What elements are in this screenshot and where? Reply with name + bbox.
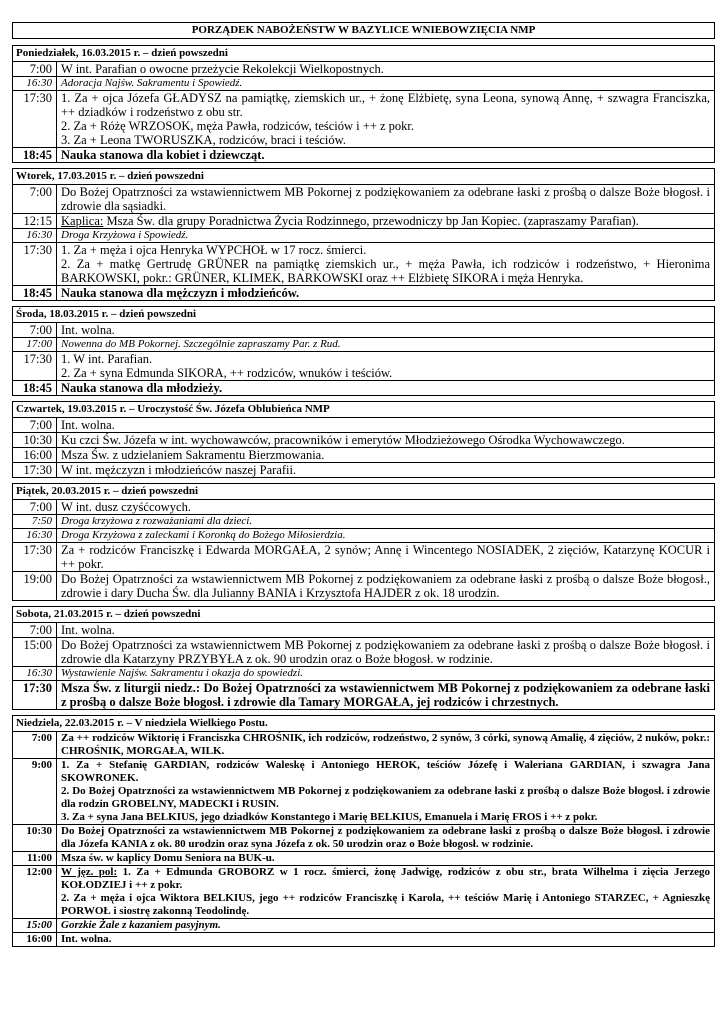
intention-line: Do Bożej Opatrzności za wstawiennictwem MB Pokornej z podziękowaniem za odebrane łaski z prośbą o dalsze Boże błogosł., zdrowie i dary Ducha Św. dla Julianny BANIA i Krzysztofa HAJDER z ok. 18 urodzin. <box>61 572 710 600</box>
mass-time: 12:15 <box>13 214 57 228</box>
mass-intention <box>57 572 714 600</box>
mass-intention <box>57 62 714 76</box>
schedule-row <box>13 351 714 380</box>
intention-line <box>61 214 710 228</box>
day-section <box>12 45 715 163</box>
intention-line: Nauka stanowa dla kobiet i dziewcząt. <box>61 148 265 162</box>
mass-intention <box>57 543 714 571</box>
mass-time: 7:00 <box>13 323 57 337</box>
mass-time: 16:30 <box>13 229 57 242</box>
intention-line: 1. Za + męża i ojca Henryka WYPCHOŁ w 17 rocz. śmierci. <box>61 243 367 257</box>
mass-time: 17:30 <box>13 543 57 571</box>
mass-time: 7:00 <box>13 185 57 213</box>
schedule-row <box>13 932 714 946</box>
intention-line: 1. W int. Parafian. <box>61 352 153 366</box>
mass-intention <box>57 667 714 680</box>
intention-line: Int. wolna. <box>61 323 115 337</box>
page-title: PORZĄDEK NABOŻEŃSTW W BAZYLICE WNIEBOWZIĘCIA NMP <box>12 22 715 39</box>
mass-intention <box>57 448 714 462</box>
intention-line: Za ++ rodziców Wiktorię i Franciszka CHROŚNIK, ich rodziców, rodzeństwo, 2 synów, 3 córki, synową Amalię, 4 zięciów, 2 nuków, pokr.: CHROŚNIK, MORGAŁA, WILK. <box>61 732 710 757</box>
intention-line: W int. mężczyzn i młodzieńców naszej Parafii. <box>61 463 297 477</box>
schedule-row <box>13 147 714 162</box>
mass-time: 16:00 <box>13 933 57 946</box>
day-header: Czwartek, 19.03.2015 r. – Uroczystość Św. Józefa Oblubieńca NMP <box>13 402 714 418</box>
intention-line: 1. Za + ojca Józefa GŁADYSZ na pamiątkę, ziemskich ur., + żonę Elżbietę, syna Leona, synową Annę, + szwagra Franciszka, ++ dziadków i rodzeństwo z obu str. <box>61 91 710 119</box>
intention-line: Adoracja Najśw. Sakramentu i Spowiedź. <box>61 77 243 89</box>
schedule-row <box>13 732 714 758</box>
intention-line: Droga Krzyżowa i Spowiedź. <box>61 229 189 241</box>
schedule-row <box>13 571 714 600</box>
schedule-row <box>13 680 714 709</box>
intention-line: Za + rodziców Franciszkę i Edwarda MORGAŁA, 2 synów; Annę i Wincentego NOSIADEK, 2 zięciów, Katarzynę KOCUR i ++ pokr. <box>61 543 710 571</box>
mass-intention <box>57 214 714 228</box>
mass-intention <box>57 418 714 432</box>
schedule-row <box>13 462 714 477</box>
mass-intention <box>57 185 714 213</box>
day-section <box>12 606 715 710</box>
mass-time: 7:00 <box>13 418 57 432</box>
mass-intention <box>57 515 714 528</box>
day-section <box>12 483 715 601</box>
intention-line: Msza św. w kaplicy Domu Seniora na BUK-u. <box>61 852 275 864</box>
schedule-row <box>13 637 714 666</box>
schedule-row <box>13 76 714 90</box>
schedule-row <box>13 418 714 432</box>
mass-time: 18:45 <box>13 286 57 300</box>
mass-time: 16:30 <box>13 667 57 680</box>
mass-time: 19:00 <box>13 572 57 600</box>
schedule-row <box>13 623 714 637</box>
mass-time: 17:30 <box>13 681 57 709</box>
mass-time: 15:00 <box>13 638 57 666</box>
intention-line: 2. Za + Różę WRZOSOK, męża Pawła, rodziców, teściów i ++ z pokr. <box>61 119 415 133</box>
schedule-row <box>13 758 714 824</box>
mass-intention <box>57 243 714 285</box>
mass-time: 7:50 <box>13 515 57 528</box>
mass-time: 17:30 <box>13 352 57 380</box>
schedule-row <box>13 514 714 528</box>
intention-line: 2. Za + syna Edmunda SIKORA, ++ rodziców, wnuków i teściów. <box>61 366 393 380</box>
location-prefix: Kaplica: <box>61 214 104 228</box>
mass-intention <box>57 286 714 300</box>
intention-line: W int. dusz czyśćcowych. <box>61 500 191 514</box>
mass-intention <box>57 623 714 637</box>
mass-time: 17:30 <box>13 463 57 477</box>
intention-line: Msza Św. z liturgii niedz.: Do Bożej Opatrzności za wstawiennictwem MB Pokornej z podziękowaniem za odebrane łaski z prośbą o dalsze Boże błogosł. i zdrowie dla Tamary MORGAŁA, jej rodziców i chrzestnych. <box>61 681 710 709</box>
intention-line: 2. Do Bożej Opatrzności za wstawiennictwem MB Pokornej z podziękowaniem za odebrane łaski z prośbą o dalsze Boże błogosł. i zdrowie dla rodzin GROBELNY, MADECKI i RUSIN. <box>61 785 710 810</box>
mass-intention <box>57 77 714 90</box>
location-prefix: W jęz. pol: <box>61 866 118 878</box>
schedule-row <box>13 185 714 213</box>
mass-time: 12:00 <box>13 866 57 918</box>
schedule-row <box>13 666 714 680</box>
schedule-row <box>13 337 714 351</box>
mass-time: 16:30 <box>13 529 57 542</box>
mass-intention <box>57 825 714 851</box>
mass-intention <box>57 919 714 932</box>
mass-intention <box>57 463 714 477</box>
mass-intention <box>57 529 714 542</box>
mass-time: 7:00 <box>13 62 57 76</box>
mass-time: 10:30 <box>13 825 57 851</box>
mass-time: 17:30 <box>13 91 57 147</box>
mass-time: 16:00 <box>13 448 57 462</box>
mass-time: 11:00 <box>13 852 57 865</box>
day-section <box>12 306 715 396</box>
schedule-row <box>13 228 714 242</box>
day-section <box>12 715 715 947</box>
day-header: Niedziela, 22.03.2015 r. – V niedziela Wielkiego Postu. <box>13 716 714 732</box>
intention-line: Ku czci Św. Józefa w int. wychowawców, pracowników i emerytów Młodzieżowego Ośrodka Wychowawczego. <box>61 433 625 447</box>
mass-intention <box>57 681 714 709</box>
intention-line: Droga krzyżowa z rozważaniami dla dzieci. <box>61 515 253 527</box>
day-header: Sobota, 21.03.2015 r. – dzień powszedni <box>13 607 714 623</box>
intention-line: Do Bożej Opatrzności za wstawiennictwem MB Pokornej z podziękowaniem za odebrane łaski z prośbą o dalsze Boże błogosł. i zdrowie dla sąsiadki. <box>61 185 710 213</box>
intention-line <box>61 866 710 892</box>
mass-intention <box>57 381 714 395</box>
mass-intention <box>57 91 714 147</box>
schedule-row <box>13 323 714 337</box>
schedule-row <box>13 824 714 851</box>
intention-line: Int. wolna. <box>61 418 115 432</box>
day-header: Wtorek, 17.03.2015 r. – dzień powszedni <box>13 169 714 185</box>
schedule-row <box>13 242 714 285</box>
schedule-row <box>13 447 714 462</box>
schedule-row <box>13 865 714 918</box>
schedule-row <box>13 285 714 300</box>
mass-time: 7:00 <box>13 500 57 514</box>
schedule-row <box>13 213 714 228</box>
mass-intention <box>57 638 714 666</box>
mass-time: 17:00 <box>13 338 57 351</box>
intention-line: 3. Za + Leona TWORUSZKA, rodziców, braci i teściów. <box>61 133 346 147</box>
mass-time: 18:45 <box>13 381 57 395</box>
mass-time: 17:30 <box>13 243 57 285</box>
mass-intention <box>57 338 714 351</box>
mass-time: 18:45 <box>13 148 57 162</box>
mass-intention <box>57 229 714 242</box>
schedule-row <box>13 542 714 571</box>
intention-line: Nauka stanowa dla mężczyzn i młodzieńców. <box>61 286 300 300</box>
intention-line: Droga Krzyżowa z zaleckami i Koronką do Bożego Miłosierdzia. <box>61 529 346 541</box>
schedule-row <box>13 380 714 395</box>
mass-time: 15:00 <box>13 919 57 932</box>
mass-time: 7:00 <box>13 623 57 637</box>
mass-intention <box>57 866 714 918</box>
schedule-row <box>13 500 714 514</box>
mass-time: 16:30 <box>13 77 57 90</box>
mass-intention <box>57 852 714 865</box>
schedule <box>12 45 715 947</box>
intention-line: Do Bożej Opatrzności za wstawiennictwem MB Pokornej z podziękowaniem za odebrane łaski z prośbą o dalsze Boże błogosł. i zdrowie dla Katarzyny PRZYBYŁA z ok. 90 urodzin oraz o Boże błogosł. w rodzinie. <box>61 638 710 666</box>
mass-intention <box>57 352 714 380</box>
day-header: Środa, 18.03.2015 r. – dzień powszedni <box>13 307 714 323</box>
intention-line: Int. wolna. <box>61 623 115 637</box>
mass-intention <box>57 500 714 514</box>
intention-line: Wystawienie Najśw. Sakramentu i okazja do spowiedzi. <box>61 667 303 679</box>
schedule-row <box>13 918 714 932</box>
mass-intention <box>57 933 714 946</box>
intention-line: Nauka stanowa dla młodzieży. <box>61 381 223 395</box>
schedule-row <box>13 62 714 76</box>
day-header: Poniedziałek, 16.03.2015 r. – dzień powszedni <box>13 46 714 62</box>
mass-intention <box>57 759 714 824</box>
day-header: Piątek, 20.03.2015 r. – dzień powszedni <box>13 484 714 500</box>
intention-line: 3. Za + syna Jana BELKIUS, jego dziadków Konstantego i Marię BELKIUS, Emanuela i Marię FROS i ++ z pokr. <box>61 811 598 823</box>
intention-line: 1. Za + Stefanię GARDIAN, rodziców Waleskę i Antoniego HEROK, teściów Józefę i Waleriana GARDIAN, i szwagra Jana SKOWRONEK. <box>61 759 710 784</box>
day-section <box>12 401 715 478</box>
schedule-row <box>13 851 714 865</box>
intention-line: Msza Św. z udzielaniem Sakramentu Bierzmowania. <box>61 448 325 462</box>
intention-text: Msza Św. dla grupy Poradnictwa Życia Rodzinnego, przewodniczy bp Jan Kopiec. (zapraszamy Parafian). <box>103 214 639 228</box>
intention-line: W int. Parafian o owocne przeżycie Rekolekcji Wielkopostnych. <box>61 62 384 76</box>
intention-line: Do Bożej Opatrzności za wstawiennictwem MB Pokornej z podziękowaniem za odebrane łaski z prośbą o dalsze Boże błogosł. i zdrowie dla Józefa KANIA z ok. 80 urodzin oraz syna Józefa z ok. 50 urodzin oraz o Boże błogosł. w rodzinie. <box>61 825 710 850</box>
mass-intention <box>57 433 714 447</box>
day-section <box>12 168 715 301</box>
mass-intention <box>57 732 714 758</box>
intention-line: Gorzkie Żale z kazaniem pasyjnym. <box>61 919 221 931</box>
intention-line: Nowenna do MB Pokornej. Szczególnie zapraszamy Par. z Rud. <box>61 338 341 350</box>
intention-text: 1. Za + Edmunda GROBORZ w 1 rocz. śmierci, żonę Jadwigę, rodziców z obu str., brata Wilhelma i zięcia Jerzego KOŁODZIEJ i ++ z pokr. <box>61 866 710 891</box>
schedule-row <box>13 432 714 447</box>
mass-time: 7:00 <box>13 732 57 758</box>
intention-line: 2. Za + męża i ojca Wiktora BELKIUS, jego ++ rodziców Franciszkę i Karola, ++ teściów Marię i Antoniego STARZEC, + Agnieszkę PORWOŁ i siostrę zakonną Teodolindę. <box>61 892 710 917</box>
mass-time: 9:00 <box>13 759 57 824</box>
mass-time: 10:30 <box>13 433 57 447</box>
mass-intention <box>57 323 714 337</box>
schedule-row <box>13 90 714 147</box>
schedule-row <box>13 528 714 542</box>
intention-line: 2. Za + matkę Gertrudę GRÜNER na pamiątkę ziemskich ur., + męża Pawła, ich rodziców i rodzeństwo, + Hieronima BARKOWSKI, pokr.: GRÜNER, KLIMEK, BARKOWSKI oraz ++ Elżbietę SIKORA i męża Henryka. <box>61 257 710 285</box>
mass-intention <box>57 148 714 162</box>
intention-line: Int. wolna. <box>61 933 112 945</box>
